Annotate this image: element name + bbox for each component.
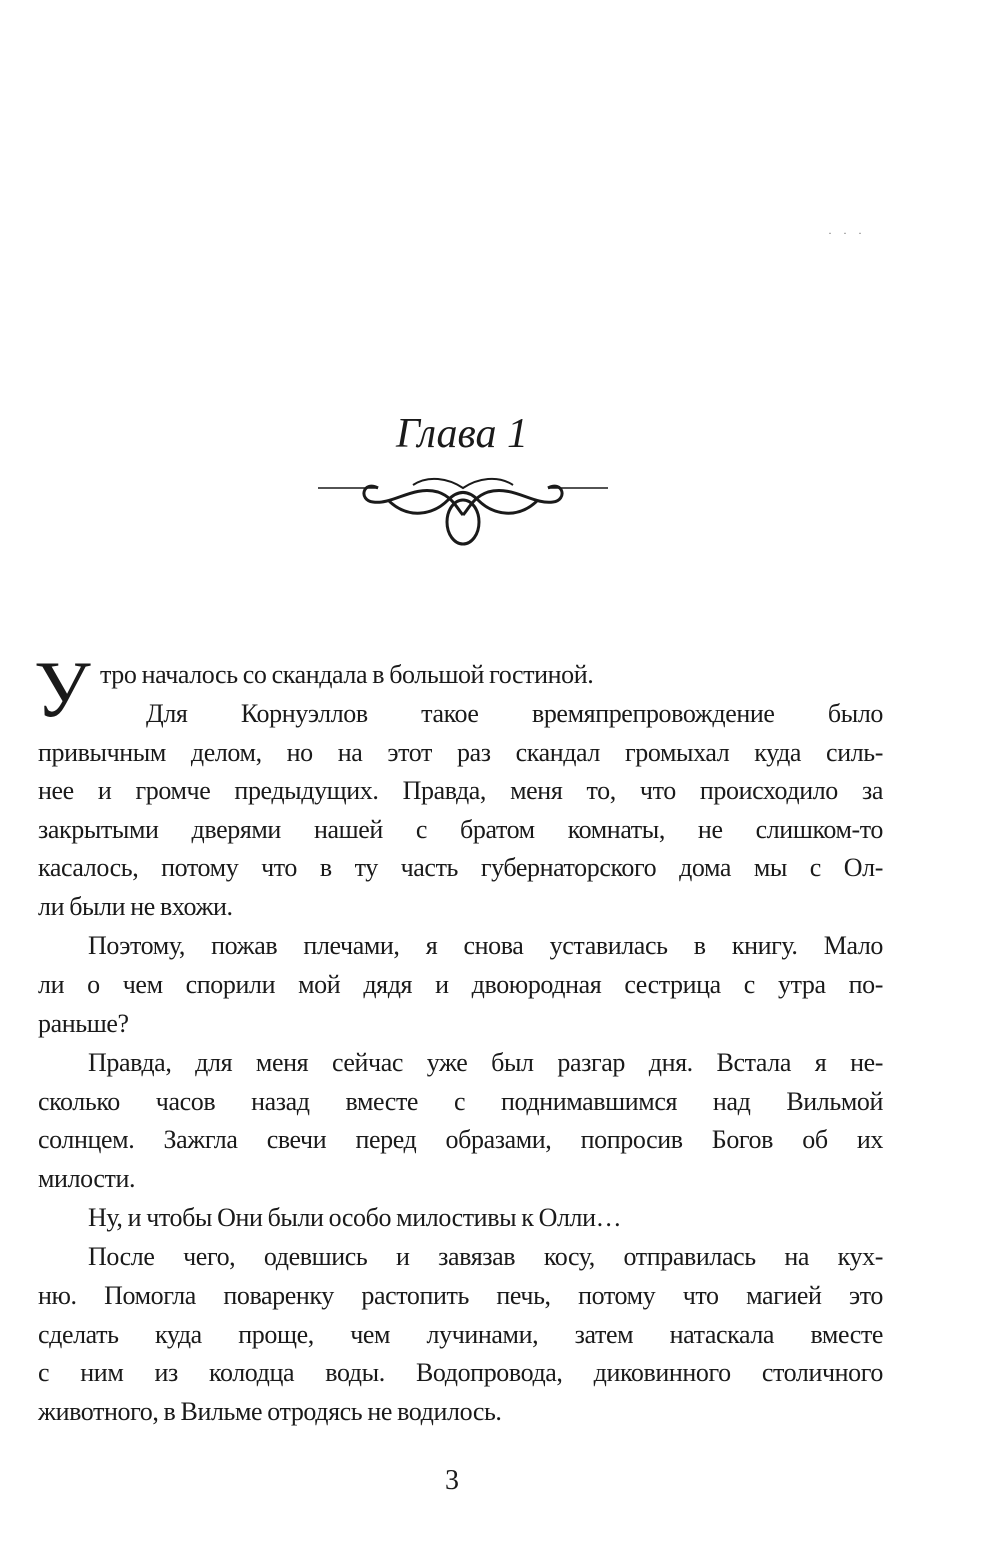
text-line: Для Корнуэллов такое времяпрепровождение было	[146, 699, 883, 728]
text-line: сделать куда проще, чем лучинами, затем натаскала вместе	[38, 1320, 883, 1349]
text-line: сколько часов назад вместе с поднимавшимся над Вильмой	[38, 1087, 883, 1116]
text-line: с ним из колодца воды. Водопровода, диковинного столичного	[38, 1358, 883, 1387]
text-line: раньше?	[38, 1009, 129, 1038]
drop-cap: У	[34, 646, 91, 734]
text-line: ню. Помогла поваренку растопить печь, потому что магией это	[38, 1281, 883, 1310]
text-line: Правда, для меня сейчас уже был разгар дня. Встала я не-	[88, 1048, 883, 1077]
text-line: милости.	[38, 1164, 136, 1193]
text-line: привычным делом, но на этот раз скандал громыхал куда силь-	[38, 738, 883, 767]
text-line: нее и громче предыдущих. Правда, меня то, что происходило за	[38, 776, 883, 805]
text-line: касалось, потому что в ту часть губернаторского дома мы с Ол-	[38, 853, 883, 882]
text-line: После чего, одевшись и завязав косу, отправилась на кух-	[88, 1242, 883, 1271]
ornament-divider-icon	[318, 470, 608, 550]
scan-specks: · · ·	[828, 226, 866, 240]
text-line: тро началось со скандала в большой гостиной.	[100, 660, 594, 689]
text-line: ли были не вхожи.	[38, 892, 233, 921]
text-line: закрытыми дверями нашей с братом комнаты, не слишком-то	[38, 815, 883, 844]
text-line: животного, в Вильме отродясь не водилось.	[38, 1397, 502, 1426]
page-number: 3	[445, 1465, 459, 1496]
text-line: ли о чем спорили мой дядя и двоюродная сестрица с утра по-	[38, 970, 883, 999]
text-line: Поэтому, пожав плечами, я снова уставилась в книгу. Мало	[88, 931, 883, 960]
text-line: солнцем. Зажгла свечи перед образами, попросив Богов об их	[38, 1125, 883, 1154]
chapter-title: Глава 1	[396, 411, 528, 457]
text-line: Ну, и чтобы Они были особо милостивы к Олли…	[88, 1203, 622, 1232]
